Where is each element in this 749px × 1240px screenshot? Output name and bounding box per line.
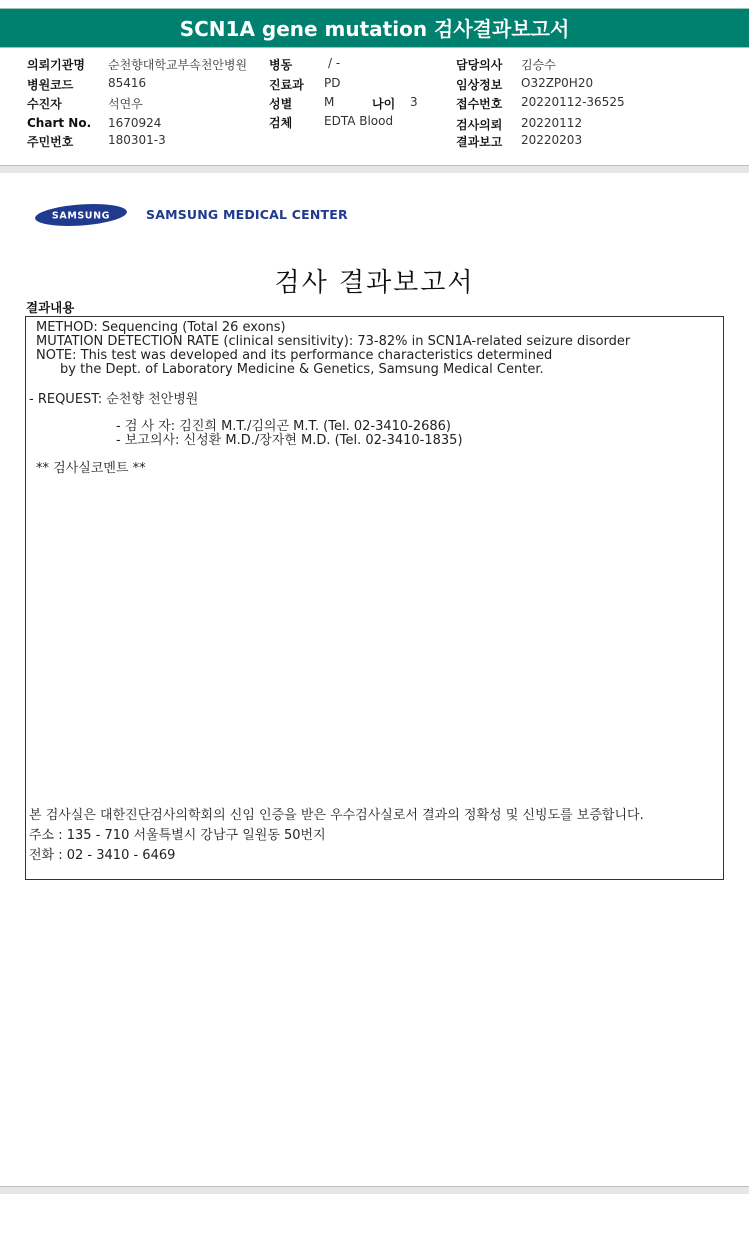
age-label: 나이 — [372, 97, 396, 111]
report-header-title: SCN1A gene mutation 검사결과보고서 — [0, 8, 749, 48]
report-date-value: 20220203 — [521, 133, 583, 147]
results-box — [25, 316, 724, 880]
department-value: PD — [324, 76, 341, 90]
ward-label: 병동 — [269, 58, 293, 72]
patient-label: 수진자 — [27, 97, 62, 111]
note-line: NOTE: This test was developed and its performance characteristics determined — [36, 348, 553, 363]
lab-phone: 전화 : 02 - 3410 - 6469 — [29, 848, 176, 863]
chart-no-value: 1670924 — [108, 116, 162, 130]
clinical-info-label: 임상정보 — [456, 78, 503, 92]
samsung-logo — [34, 203, 128, 227]
footer-divider — [0, 1186, 749, 1194]
hospital-code-value: 85416 — [108, 76, 147, 90]
lab-address: 주소 : 135 - 710 서울특별시 강남구 일원동 50번지 — [29, 828, 326, 843]
tester-line: - 검 사 자: 김진희 M.T./김의곤 M.T. (Tel. 02-3410-2686) — [116, 419, 451, 434]
department-label: 진료과 — [269, 78, 304, 92]
certification-statement: 본 검사실은 대한진단검사의학회의 신임 인증을 받은 우수검사실로서 결과의 정확성 및 신빙도를 보증합니다. — [29, 808, 644, 823]
note-line-continued: by the Dept. of Laboratory Medicine & Genetics, Samsung Medical Center. — [60, 362, 544, 377]
clinical-info-value: O32ZP0H20 — [521, 76, 594, 90]
detection-rate-line: MUTATION DETECTION RATE (clinical sensitivity): 73-82% in SCN1A-related seizure disorder — [36, 334, 631, 349]
request-date-label: 검사의뢰 — [456, 118, 503, 132]
doctor-value: 김승수 — [521, 58, 556, 72]
hospital-value: 순천향대학교부속천안병원 — [108, 58, 248, 72]
resident-no-label: 주민번호 — [27, 135, 74, 149]
report-date-label: 결과보고 — [456, 135, 503, 149]
age-value: 3 — [410, 95, 418, 109]
results-section-label: 결과내용 — [26, 300, 75, 315]
resident-no-value: 180301-3 — [108, 133, 166, 147]
hospital-label: 의뢰기관명 — [27, 58, 85, 72]
hospital-code-label: 병원코드 — [27, 78, 74, 92]
specimen-label: 검체 — [269, 116, 293, 130]
specimen-value: EDTA Blood — [324, 114, 394, 128]
header-divider — [0, 165, 749, 173]
logo-badge-text: SAMSUNG — [51, 210, 111, 222]
method-line: METHOD: Sequencing (Total 26 exons) — [36, 320, 286, 335]
sex-label: 성별 — [269, 97, 293, 111]
ward-value: / - — [328, 56, 341, 70]
receipt-no-value: 20220112-36525 — [521, 95, 625, 109]
reporter-line: - 보고의사: 신성환 M.D./장자현 M.D. (Tel. 02-3410-1835) — [116, 433, 463, 448]
report-title: 검사 결과보고서 — [274, 268, 475, 298]
request-date-value: 20220112 — [521, 116, 583, 130]
lab-comment-heading: ** 검사실코멘트 ** — [36, 461, 146, 476]
request-line: - REQUEST: 순천향 천안병원 — [29, 392, 199, 407]
receipt-no-label: 접수번호 — [456, 97, 503, 111]
chart-no-label: Chart No. — [27, 116, 92, 130]
medical-center-name: SAMSUNG MEDICAL CENTER — [146, 207, 348, 222]
sex-value: M — [324, 95, 335, 109]
doctor-label: 담당의사 — [456, 58, 503, 72]
patient-value: 석연우 — [108, 97, 143, 111]
